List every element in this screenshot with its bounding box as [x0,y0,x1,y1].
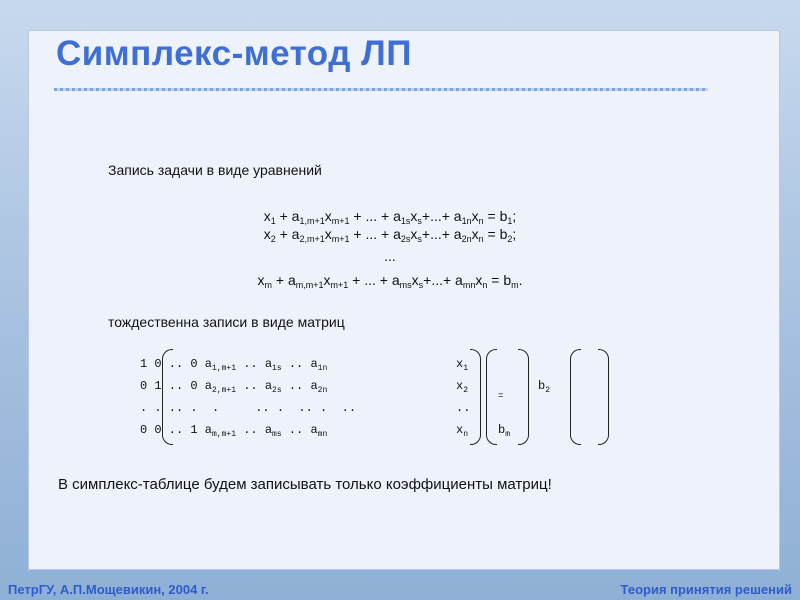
vector-x-entry: $x_n$ [456,423,469,439]
vector-x-entry: $x_2$ [456,379,469,395]
matrix-a-right-bracket [470,349,481,445]
vector-x-left-bracket [486,349,497,445]
vector-b-entry: $b_2$ [538,379,551,395]
heading-matrices: тождественна записи в виде матриц [108,314,345,330]
note-text: В симплекс-таблице будем записывать только коэффициенты матриц! [58,476,552,493]
equation-row-1: $x_1 + a_{1,m+1}x_{m+1}$ + ... + $a_{1s}x_s+...+ a_{1n}x_n = b_1$; [263,208,517,226]
footer-course: Теория принятия решений [620,582,792,597]
matrix-row-1: 1 0 .. 0 $a_{1,m+1}$ .. $a_{1s}$ .. $a_{1n}$ [140,357,328,373]
slide-title: Симплекс-метод ЛП [56,34,412,73]
vector-x-right-bracket [518,349,529,445]
vector-x-entry: $x_1$ [456,357,469,373]
heading-equations: Запись задачи в виде уравнений [108,162,322,178]
equals-sign: = [498,391,504,401]
equation-row-2: $x_2 + a_{2,m+1}x_{m+1}$ + ... + $a_{2s}x_s+...+ a_{2n}x_n = b_2$; [263,226,517,244]
equation-ellipsis: ... [384,248,396,264]
footer-author: ПетрГУ, А.П.Мощевикин, 2004 г. [8,582,209,597]
vector-b-right-bracket [598,349,609,445]
vector-x-entry: .. [456,401,471,415]
vector-b-left-bracket [570,349,581,445]
title-divider [54,88,708,91]
vector-b-entry: $b_m$ [498,423,511,439]
equation-row-3: $x_m + a_{m,m+1}x_{m+1}$ + ... + $a_{ms}x_s+...+ a_{mn}x_n = b_m$. [257,272,523,290]
matrix-row-2: 0 1 .. 0 $a_{2,m+1}$ .. $a_{2s}$ .. $a_{2n}$ [140,379,328,395]
matrix-row-3: . . .. . . .. . .. . .. [140,401,357,415]
matrix-row-4: 0 0 .. 1 $a_{m,m+1}$ .. $a_{ms}$ .. $a_{mn}$ [140,423,328,439]
